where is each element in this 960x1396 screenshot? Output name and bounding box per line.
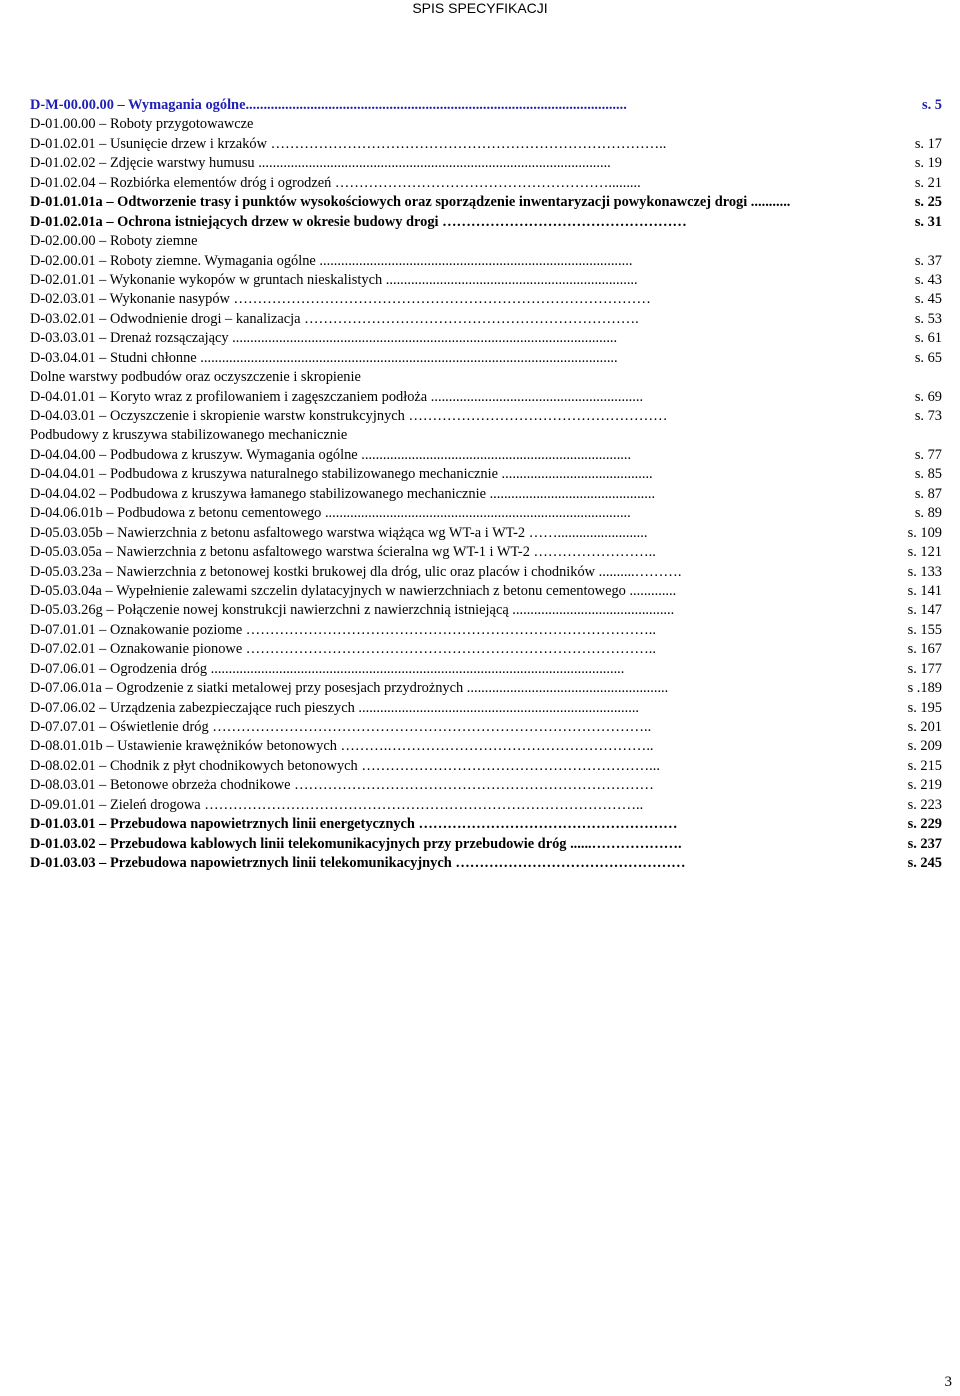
toc-entry-page: s. 121: [907, 543, 942, 562]
toc-entry-title: D-01.01.01a – Odtworzenie trasy i punktów wysokościowych oraz sporządzenie inwentaryzacji powykonawczej drogi ...........: [30, 194, 791, 211]
toc-entry-page: s. 133: [907, 563, 942, 582]
toc-entry: [30, 135, 942, 154]
toc-entry: [30, 154, 942, 173]
toc-entry-title: D-04.04.00 – Podbudowa z kruszyw. Wymagania ogólne ...........................................................................: [30, 446, 632, 463]
toc-entry: [30, 115, 942, 134]
toc-entry-title: D-07.01.01 – Oznakowanie poziome …………………………………………………………………………..: [30, 621, 656, 638]
toc-entry-page: s. 147: [907, 601, 942, 620]
toc-entry-title: D-05.03.05b – Nawierzchnia z betonu asfaltowego warstwa wiążąca wg WT-a i WT-2 …….........................: [30, 524, 648, 541]
toc-entry-page: s. 245: [907, 854, 942, 873]
toc-entry-title: D-07.06.01a – Ogrodzenie z siatki metalowej przy posesjach przydrożnych ........................................................: [30, 680, 669, 697]
toc-entry: [30, 96, 942, 115]
toc-entry-page: s .189: [907, 679, 942, 698]
running-header: SPIS SPECYFIKACJI: [412, 0, 548, 16]
toc-entry-page: s. 37: [914, 252, 942, 271]
toc-entry-page: s. 77: [914, 446, 942, 465]
toc-entry: [30, 310, 942, 329]
toc-entry: [30, 290, 942, 309]
toc-entry-title: D-08.03.01 – Betonowe obrzeża chodnikowe …………………………………………………………………: [30, 777, 654, 794]
toc-entry-title: D-07.02.01 – Oznakowanie pionowe …………………………………………………………………………..: [30, 641, 656, 658]
toc-entry: [30, 679, 942, 698]
toc-entry-page: s. 21: [914, 174, 942, 193]
toc-entry-title: D-09.01.01 – Zieleń drogowa ………………………………………………………………………………..: [30, 796, 644, 813]
toc-entry-title: D-02.00.00 – Roboty ziemne: [30, 233, 198, 250]
toc-entry: [30, 426, 942, 445]
toc-entry: [30, 446, 942, 465]
toc-entry-page: s. 215: [907, 757, 942, 776]
toc-entry-title: D-02.01.01 – Wykonanie wykopów w gruntach nieskalistych ......................................................................: [30, 271, 638, 288]
toc-entry-title: D-08.02.01 – Chodnik z płyt chodnikowych betonowych ……………………………………………………...: [30, 757, 660, 774]
toc-entry-page: s. 43: [914, 271, 942, 290]
toc-entry-title: D-M-00.00.00 – Wymagania ogólne..........................................................................................................: [30, 97, 627, 113]
toc-entry: [30, 252, 942, 271]
toc-entry: [30, 349, 942, 368]
toc-entry-page: s. 65: [914, 349, 942, 368]
toc-entry: [30, 582, 942, 601]
toc-entry: [30, 193, 942, 212]
toc-entry-title: D-04.04.01 – Podbudowa z kruszywa naturalnego stabilizowanego mechanicznie ..........................................: [30, 466, 653, 483]
toc-entry-page: s. 73: [914, 407, 942, 426]
toc-entry: [30, 835, 942, 854]
toc-entry: [30, 329, 942, 348]
toc-entry-title: D-01.03.02 – Przebudowa kablowych linii telekomunikacyjnych przy przebudowie dróg ......……………….: [30, 835, 682, 852]
toc-entry-page: s. 109: [907, 524, 942, 543]
toc-entry: [30, 718, 942, 737]
toc-entry-title: D-01.03.01 – Przebudowa napowietrznych linii energetycznych ………………………………………………: [30, 816, 678, 833]
toc-entry-title: D-04.03.01 – Oczyszczenie i skropienie warstw konstrukcyjnych ………………………………………………: [30, 408, 668, 424]
toc-entry-title: D-01.02.01 – Usunięcie drzew i krzaków ………………………………………………………………………..: [30, 135, 667, 152]
toc-entry-title: D-01.02.02 – Zdjęcie warstwy humusu ..................................................................................................: [30, 155, 611, 172]
toc-entry: [30, 621, 942, 640]
toc-entry-title: D-02.03.01 – Wykonanie nasypów ……………………………………………………………………………: [30, 291, 651, 308]
toc-entry-title: D-04.01.01 – Koryto wraz z profilowaniem i zagęszczaniem podłoża ...........................................................: [30, 388, 644, 405]
toc-entry-title: D-01.03.03 – Przebudowa napowietrznych linii telekomunikacyjnych …………………………………………: [30, 855, 686, 872]
toc-entry: [30, 213, 942, 232]
toc-entry-title: D-04.06.01b – Podbudowa z betonu cementowego .....................................................................................: [30, 505, 631, 522]
toc-entry-title: D-05.03.05a – Nawierzchnia z betonu asfaltowego warstwa ścieralna wg WT-1 i WT-2 ……………………..: [30, 544, 656, 561]
toc-entry-title: D-03.03.01 – Drenaż rozsączający ...........................................................................................................: [30, 330, 618, 347]
toc-entry-page: s. 85: [914, 465, 942, 484]
toc-entry-page: s. 89: [914, 504, 942, 523]
toc-entry: [30, 757, 942, 776]
toc-entry-title: D-01.00.00 – Roboty przygotowawcze: [30, 116, 254, 133]
toc-entry-title: D-04.04.02 – Podbudowa z kruszywa łamanego stabilizowanego mechanicznie ..............................................: [30, 485, 656, 502]
toc-entry-title: Dolne warstwy podbudów oraz oczyszczenie i skropienie: [30, 369, 361, 386]
toc-entry-title: D-03.04.01 – Studni chłonne ....................................................................................................................: [30, 349, 618, 366]
toc-entry: [30, 543, 942, 562]
toc-entry-page: s. 177: [907, 660, 942, 679]
toc-entry-title: D-05.03.26g – Połączenie nowej konstrukcji nawierzchni z nawierzchnią istniejącą .............................................: [30, 602, 675, 619]
toc-entry: [30, 485, 942, 504]
toc-entry: [30, 504, 942, 523]
toc-entry-title: D-07.06.01 – Ogrodzenia dróg ...................................................................................................................: [30, 660, 625, 677]
toc-entry: [30, 271, 942, 290]
toc-entry-page: s. 155: [907, 621, 942, 640]
toc-entry-title: D-07.06.02 – Urządzenia zabezpieczające ruch pieszych ..............................................................................: [30, 699, 640, 716]
toc-entry: [30, 388, 942, 407]
toc-entry-page: s. 53: [914, 310, 942, 329]
toc-entry-page: s. 201: [907, 718, 942, 737]
toc-entry-page: s. 45: [914, 290, 942, 309]
toc-entry-title: Podbudowy z kruszywa stabilizowanego mechanicznie: [30, 427, 348, 444]
toc-entry-page: s. 61: [914, 329, 942, 348]
toc-entry: [30, 796, 942, 815]
page-number: 3: [944, 1374, 952, 1390]
toc-entry: [30, 699, 942, 718]
table-of-contents: [30, 96, 942, 874]
toc-entry: [30, 601, 942, 620]
toc-entry-page: s. 19: [914, 154, 942, 173]
toc-entry: [30, 815, 942, 834]
toc-entry-page: s. 219: [907, 776, 942, 795]
toc-entry: [30, 465, 942, 484]
toc-entry-title: D-02.00.01 – Roboty ziemne. Wymagania ogólne .......................................................................................: [30, 252, 633, 269]
toc-entry-title: D-05.03.23a – Nawierzchnia z betonowej kostki brukowej dla dróg, ulic oraz placów i chodników ..........……….: [30, 563, 682, 580]
toc-entry: [30, 368, 942, 387]
toc-entry: [30, 232, 942, 251]
toc-entry-title: D-03.02.01 – Odwodnienie drogi – kanalizacja …………………………………………………………….: [30, 310, 639, 327]
toc-entry-page: s. 31: [914, 213, 942, 232]
toc-entry-title: D-07.07.01 – Oświetlenie dróg ………………………………………………………………………………..: [30, 719, 652, 735]
toc-entry: [30, 737, 942, 756]
toc-entry-title: D-01.02.04 – Rozbiórka elementów dróg i ogrodzeń ………………………………………………….........: [30, 174, 641, 191]
toc-entry: [30, 407, 942, 426]
toc-entry-page: s. 229: [907, 815, 942, 834]
toc-entry-page: s. 195: [907, 699, 942, 718]
toc-entry-page: s. 167: [907, 640, 942, 659]
toc-entry-page: s. 69: [914, 388, 942, 407]
toc-entry: [30, 524, 942, 543]
toc-entry: [30, 854, 942, 873]
toc-entry-title: D-05.03.04a – Wypełnienie zalewami szczelin dylatacyjnych w nawierzchniach z betonu cementowego .............: [30, 582, 677, 599]
toc-entry: [30, 563, 942, 582]
toc-entry-page: s. 141: [907, 582, 942, 601]
toc-entry: [30, 174, 942, 193]
toc-entry-title: D-08.01.01b – Ustawienie krawężników betonowych ……….………………………………………………..: [30, 738, 654, 755]
toc-entry-page: s. 5: [921, 96, 942, 115]
toc-entry-page: s. 209: [907, 737, 942, 756]
toc-entry: [30, 776, 942, 795]
toc-entry-page: s. 237: [907, 835, 942, 854]
toc-entry: [30, 640, 942, 659]
toc-entry-page: s. 17: [914, 135, 942, 154]
toc-entry-page: s. 87: [914, 485, 942, 504]
toc-entry-page: s. 223: [907, 796, 942, 815]
toc-entry-title: D-01.02.01a – Ochrona istniejących drzew w okresie budowy drogi ……………………………………………: [30, 213, 687, 230]
toc-entry-page: s. 25: [914, 193, 942, 212]
toc-entry: [30, 660, 942, 679]
